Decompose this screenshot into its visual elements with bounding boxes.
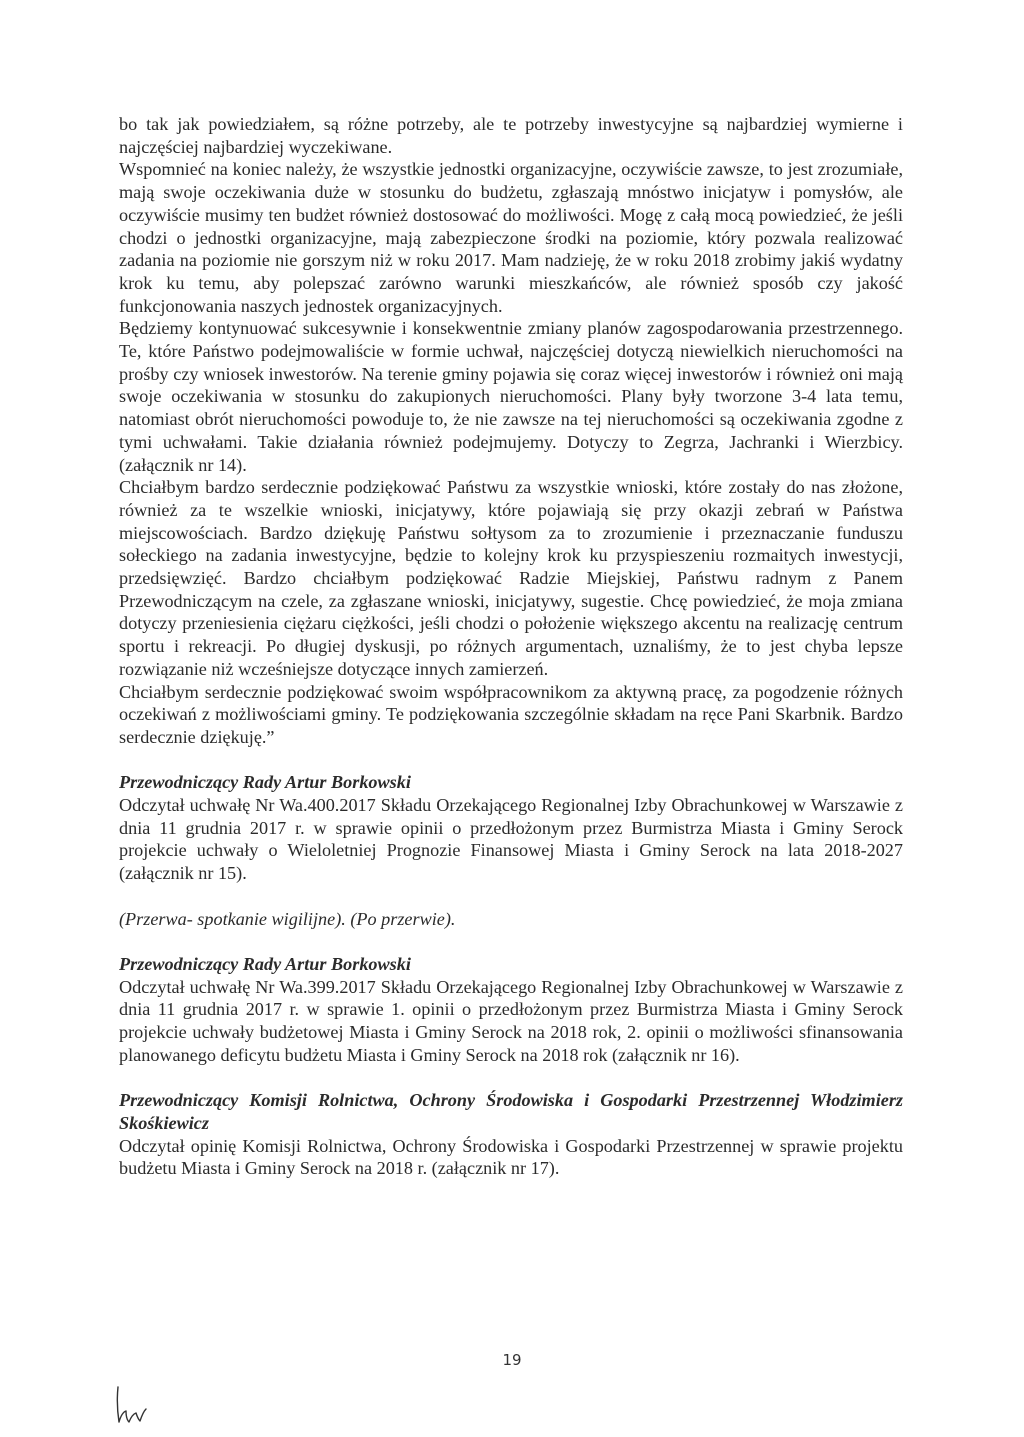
page-number: 19: [502, 1351, 522, 1369]
paragraph: Wspomnieć na koniec należy, że wszystkie jednostki organizacyjne, oczywiście zawsze, to jest zrozumiałe, mają swoje oczekiwania duże w stosunku do budżetu, zgłaszają mnóstwo inicjatyw i pomysłów, ale oczywiście musimy ten budżet również dostosować do możliwości. Mogę z całą mocą powiedzieć, że jeśli chodzi o jednostki organizacyjne, mają zabezpieczone środki na poziomie, który pozwala realizować zadania na poziomie nie gorszym niż w roku 2017. Mam nadzieję, że w roku 2018 zrobimy jakiś wydatny krok ku temu, aby polepszać zarówno warunki mieszkańców, ale również sposób czy jakość funkcjonowania naszych jednostek organizacyjnych.: [119, 159, 903, 316]
signature-initials: [113, 1385, 153, 1425]
paragraph: Chciałbym serdecznie podziękować swoim współpracownikom za aktywną pracę, za pogodzenie różnych oczekiwań z możliwościami gminy. Te podziękowania szczególnie składam na ręce Pani Skarbnik. Bardzo serdecznie dziękuję.”: [119, 681, 903, 747]
paragraph: Odczytał uchwałę Nr Wa.400.2017 Składu Orzekającego Regionalnej Izby Obrachunkowej w Warszawie z dnia 11 grudnia 2017 r. w sprawie opinii o przedłożonym przez Burmistrza Miasta i Gminy Serock projekcie uchwały o Wieloletniej Prognozie Finansowej Miasta i Gminy Serock na lata 2018-2027 (załącznik nr 15).: [119, 795, 903, 884]
spacer: [119, 749, 903, 772]
spacer: [119, 930, 903, 953]
speaker-heading: Przewodniczący Rady Artur Borkowski: [119, 953, 411, 974]
break-note: (Przerwa- spotkanie wigilijne). (Po przerwie).: [119, 908, 456, 929]
paragraph: Będziemy kontynuować sukcesywnie i konsekwentnie zmiany planów zagospodarowania przestrzennego. Te, które Państwo podejmowaliście w formie uchwał, najczęściej dotyczą niewielkich nieruchomości na prośby czy wniosek inwestorów. Na terenie gminy pojawia się coraz więcej inwestorów i również oni mają swoje oczekiwania w stosunku do zakupionych nieruchomości. Plany były tworzone 3-4 lata temu, natomiast obrót nieruchomości powoduje to, że nie zawsze na tej nieruchomości są oczekiwania zgodne z tymi uchwałami. Takie działania również podejmujemy. Dotyczy to Zegrza, Jachranki i Wierzbicy. (załącznik nr 14).: [119, 318, 903, 475]
paragraph: Odczytał opinię Komisji Rolnictwa, Ochrony Środowiska i Gospodarki Przestrzennej w sprawie projektu budżetu Miasta i Gminy Serock na 2018 r. (załącznik nr 17).: [119, 1135, 903, 1179]
document-body: [119, 113, 903, 1180]
spacer: [119, 1066, 903, 1089]
paragraph: Odczytał uchwałę Nr Wa.399.2017 Składu Orzekającego Regionalnej Izby Obrachunkowej w Warszawie z dnia 11 grudnia 2017 r. w sprawie 1. opinii o przedłożonym przez Burmistrza Miasta i Gminy Serock projekcie uchwały budżetowej Miasta i Gminy Serock na 2018 rok, 2. opinii o możliwości sfinansowania planowanego deficytu budżetu Miasta i Gminy Serock na 2018 rok (załącznik nr 16).: [119, 976, 903, 1065]
speaker-heading: Przewodniczący Rady Artur Borkowski: [119, 772, 411, 793]
paragraph: bo tak jak powiedziałem, są różne potrzeby, ale te potrzeby inwestycyjne są najbardziej wymierne i najczęściej najbardziej wyczekiwane.: [119, 114, 903, 157]
speaker-heading: Przewodniczący Komisji Rolnictwa, Ochrony Środowiska i Gospodarki Przestrzennej Włodzimierz Skośkiewicz: [119, 1090, 903, 1133]
spacer: [119, 885, 903, 908]
paragraph: Chciałbym bardzo serdecznie podziękować Państwu za wszystkie wnioski, które zostały do nas złożone, również za te wszelkie wnioski, inicjatywy, które pojawiają się przy okazji zebrań w Państwa miejscowościach. Bardzo dziękuję Państwu sołtysom za to zrozumienie i przeznaczanie funduszu sołeckiego na zadania inwestycyjne, będzie to kolejny krok ku przyspieszeniu rozmaitych inwestycji, przedsięwzięć. Bardzo chciałbym podziękować Radzie Miejskiej, Państwu radnym z Panem Przewodniczącym na czele, za zgłaszane wnioski, inicjatywy, sugestie. Chcę powiedzieć, że moja zmiana dotyczy przeniesienia ciężaru ciężkości, jeśli chodzi o położenie większego akcentu na realizację centrum sportu i rekreacji. Po długiej dyskusji, po różnych argumentach, uznaliśmy, że to jest chyba lepsze rozwiązanie niż wcześniejsze dotyczące innych zamierzeń.: [119, 477, 903, 679]
